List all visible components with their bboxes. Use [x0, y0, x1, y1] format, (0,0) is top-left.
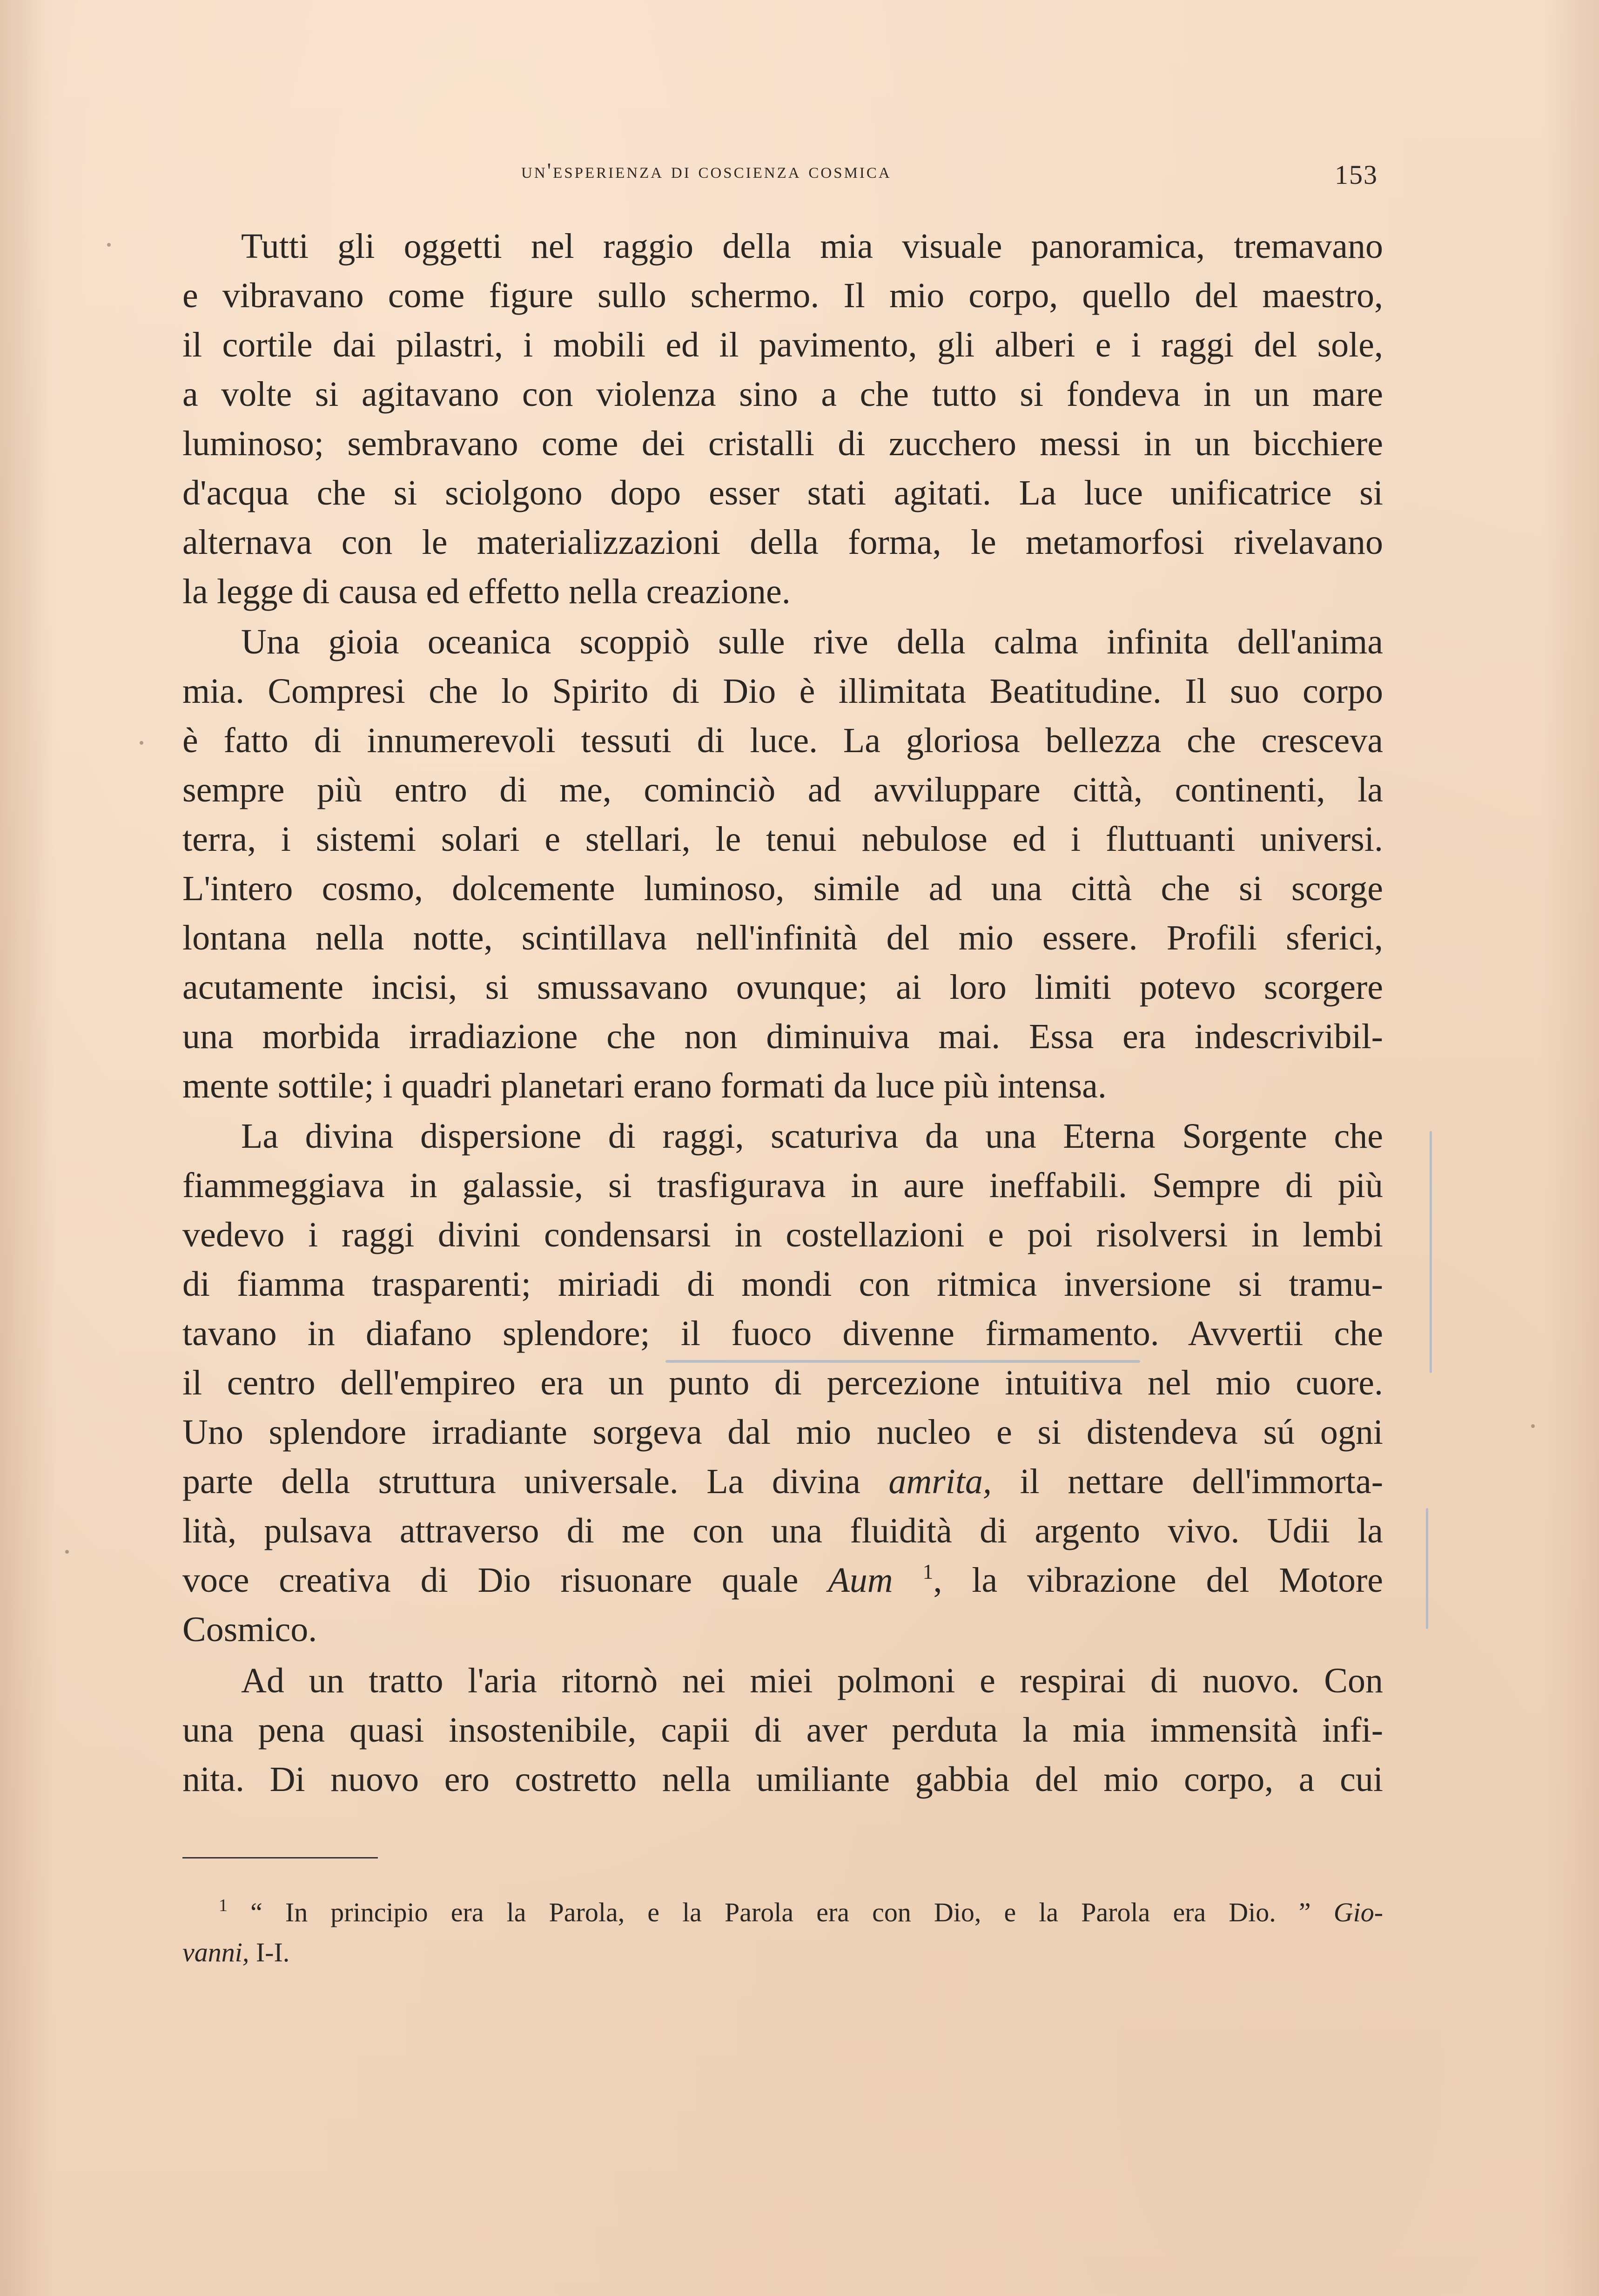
text-line: Una gioia oceanica scoppiò sulle rive della calma infinita dell'anima — [241, 622, 1383, 661]
italic-term: amrita, — [888, 1462, 992, 1501]
text-line: Cosmico. — [182, 1610, 317, 1649]
footnote-line — [182, 1932, 1383, 1973]
text-line: una morbida irradiazione che non diminuiva mai. Essa era indescrivibil- — [182, 1017, 1383, 1056]
text-line: il centro dell'empireo era un punto di percezione intuitiva nel mio cuore. — [182, 1363, 1383, 1402]
pencil-margin-mark — [1430, 1131, 1432, 1373]
footnote-line — [219, 1892, 1383, 1932]
text-line: Tutti gli oggetti nel raggio della mia visuale panoramica, tremavano — [241, 227, 1383, 266]
paper-speck — [107, 243, 111, 247]
text-line: tavano in diafano splendore; il fuoco divenne firmamento. Avvertii che — [182, 1314, 1383, 1353]
page-left-edge-shadow — [0, 0, 56, 2296]
footnote-reference-title: vanni, — [182, 1937, 249, 1967]
running-head: un'esperienza di coscienza cosmica — [521, 159, 892, 183]
text-line: La divina dispersione di raggi, scaturiva da una Eterna Sorgente che — [241, 1117, 1383, 1156]
text-line: Uno splendore irradiante sorgeva dal mio nucleo e si distendeva sú ogni — [182, 1413, 1383, 1452]
text-line: lità, pulsava attraverso di me con una fluidità di argento vivo. Udii la — [182, 1511, 1383, 1550]
text-line: la legge di causa ed effetto nella creazione. — [182, 572, 791, 611]
text-line: d'acqua che si sciolgono dopo esser stati agitati. La luce unificatrice si — [182, 473, 1383, 512]
text-line: mente sottile; i quadri planetari erano formati da luce più intensa. — [182, 1066, 1107, 1105]
text-line: luminoso; sembravano come dei cristalli di zucchero messi in un bicchiere — [182, 424, 1383, 463]
footnote-marker: 1 — [219, 1896, 228, 1915]
text-line: mia. Compresi che lo Spirito di Dio è illimitata Beatitudine. Il suo corpo — [182, 672, 1383, 711]
paper-speck — [1531, 1424, 1535, 1428]
paper-speck — [65, 1550, 69, 1554]
text-line: L'intero cosmo, dolcemente luminoso, simile ad una città che si scorge — [182, 869, 1383, 908]
text-segment: , la vibrazione del Motore — [933, 1561, 1383, 1600]
text-line: di fiamma trasparenti; miriadi di mondi con ritmica inversione si tramu- — [182, 1265, 1383, 1304]
text-line — [182, 1457, 1383, 1506]
text-line: Ad un tratto l'aria ritornò nei miei polmoni e respirai di nuovo. Con — [241, 1661, 1383, 1700]
text-segment: voce creativa di Dio risuonare quale — [182, 1561, 799, 1600]
text-line: a volte si agitavano con violenza sino a che tutto si fondeva in un mare — [182, 375, 1383, 414]
footnote-separator — [182, 1857, 378, 1858]
text-line: vedevo i raggi divini condensarsi in costellazioni e poi risolversi in lembi — [182, 1215, 1383, 1254]
paper-speck — [140, 741, 143, 745]
text-line — [182, 1555, 1383, 1605]
text-line: è fatto di innumerevoli tessuti di luce. La gloriosa bellezza che cresceva — [182, 721, 1383, 760]
text-line: terra, i sistemi solari e stellari, le tenui nebulose ed i fluttuanti universi. — [182, 820, 1383, 859]
text-segment: parte della struttura universale. La divina — [182, 1462, 860, 1501]
text-line: lontana nella notte, scintillava nell'infinità del mio essere. Profili sferici, — [182, 918, 1383, 957]
text-line: fiammeggiava in galassie, si trasfigurava in aure ineffabili. Sempre di più — [182, 1166, 1383, 1205]
footnote-reference-verse: I-I. — [255, 1937, 290, 1967]
italic-term: Aum — [828, 1561, 893, 1600]
text-line: e vibravano come figure sullo schermo. Il mio corpo, quello del maestro, — [182, 276, 1383, 315]
footnote-reference: 1 — [922, 1560, 934, 1583]
text-line: alternava con le materializzazioni della forma, le metamorfosi rivelavano — [182, 523, 1383, 562]
text-line: sempre più entro di me, cominciò ad avviluppare città, continenti, la — [182, 770, 1383, 809]
text-line: nita. Di nuovo ero costretto nella umiliante gabbia del mio corpo, a cui — [182, 1760, 1383, 1799]
page-number: 153 — [1335, 160, 1378, 190]
pencil-margin-mark — [1426, 1508, 1428, 1629]
text-line: acutamente incisi, si smussavano ovunque; ai loro limiti potevo scorgere — [182, 968, 1383, 1007]
page-right-edge-shadow — [1543, 0, 1599, 2296]
text-line: una pena quasi insostenibile, capii di aver perduta la mia immensità infi- — [182, 1710, 1383, 1750]
text-line: il cortile dai pilastri, i mobili ed il pavimento, gli alberi e i raggi del sole, — [182, 325, 1383, 364]
text-segment: il nettare dell'immorta- — [1020, 1462, 1384, 1501]
footnote-reference-title: Gio- — [1333, 1897, 1384, 1927]
footnote-text: “ In principio era la Parola, e la Parola era con Dio, e la Parola era Dio. ” — [250, 1897, 1311, 1927]
